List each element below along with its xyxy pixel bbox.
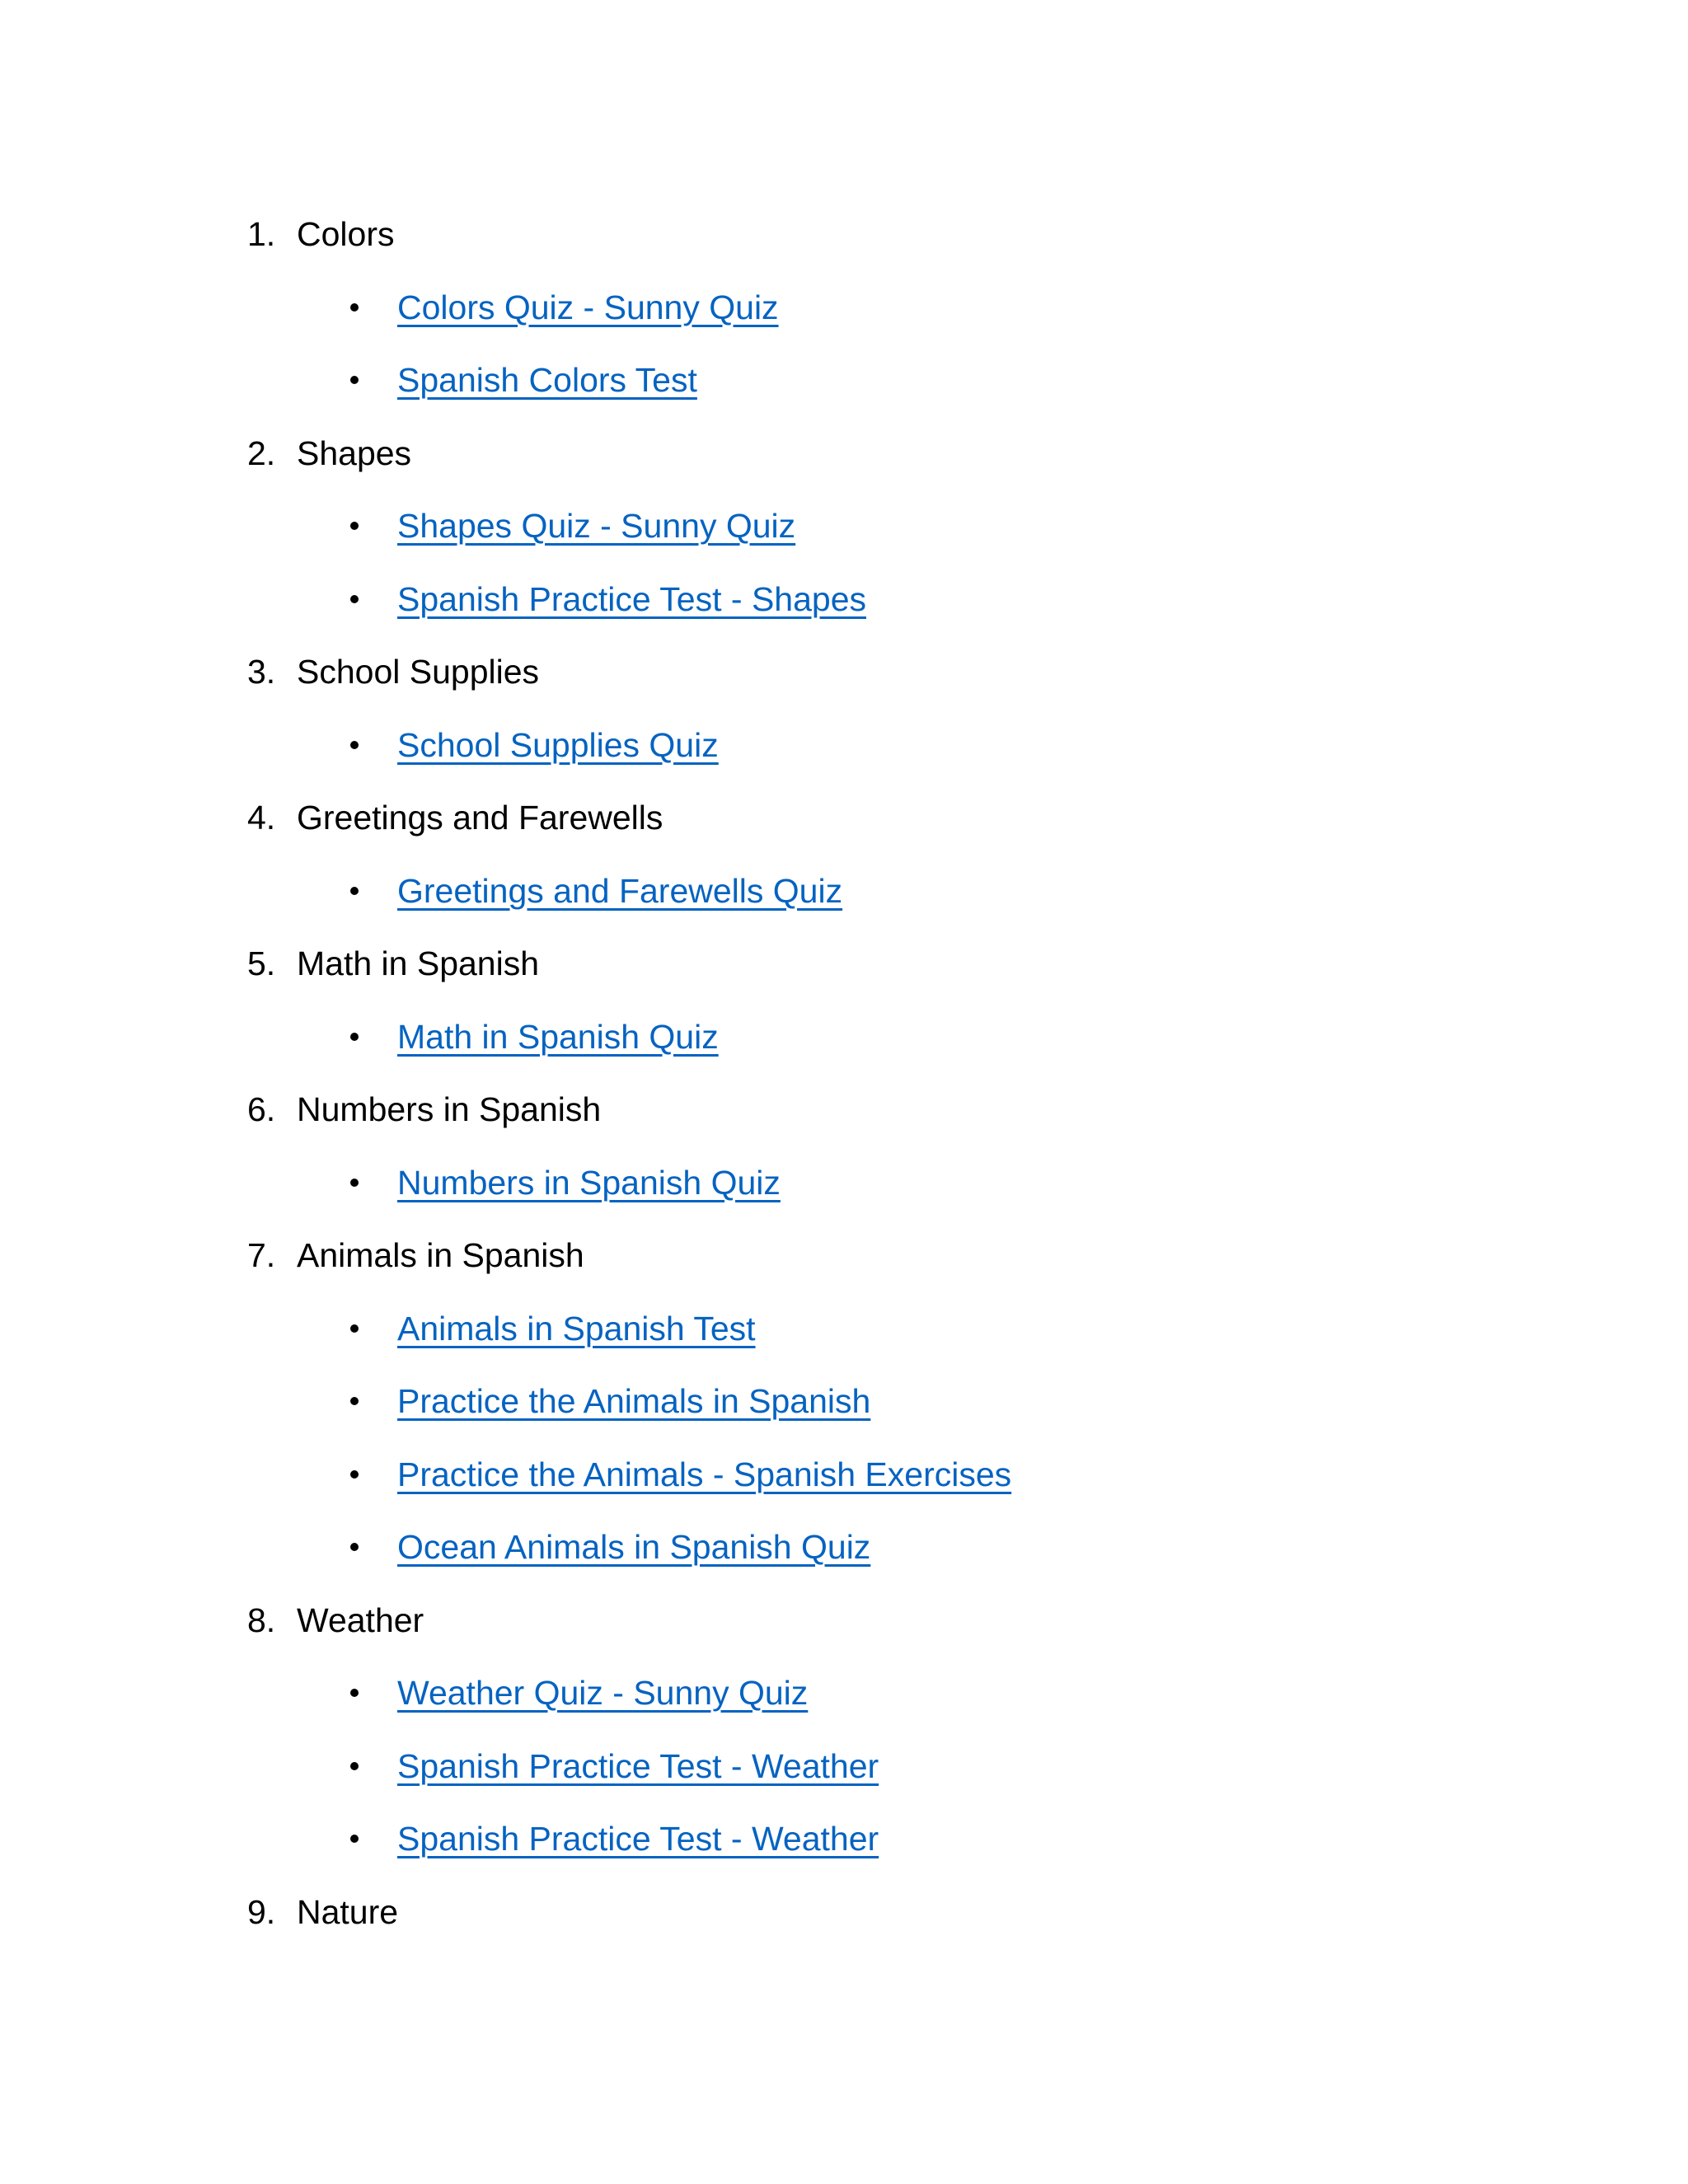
topic-title: Greetings and Farewells	[297, 799, 663, 837]
link-list	[247, 855, 1566, 928]
link-list-item	[247, 271, 1566, 344]
topic-heading	[247, 1219, 1566, 1292]
quiz-link[interactable]: Weather Quiz - Sunny Quiz	[397, 1674, 809, 1712]
quiz-link[interactable]: Shapes Quiz - Sunny Quiz	[397, 507, 796, 545]
topic-number: 9.	[247, 1892, 276, 1931]
quiz-link[interactable]: Practice the Animals - Spanish Exercises	[397, 1455, 1012, 1493]
quiz-link[interactable]: Math in Spanish Quiz	[397, 1017, 719, 1056]
quiz-link[interactable]: Practice the Animals in Spanish	[397, 1382, 871, 1420]
topic-heading	[247, 781, 1566, 855]
topic-heading	[247, 1584, 1566, 1657]
topic-number: 8.	[247, 1601, 276, 1639]
topic-title: Shapes	[297, 434, 412, 472]
bullet-icon	[350, 1689, 359, 1697]
link-list-item	[247, 1146, 1566, 1220]
link-list-item	[247, 563, 1566, 636]
topic-item	[247, 198, 1566, 417]
topic-title: Weather	[297, 1601, 424, 1639]
quiz-link[interactable]: Spanish Colors Test	[397, 361, 697, 399]
topic-heading	[247, 927, 1566, 1001]
link-list	[247, 1001, 1566, 1074]
link-list-item	[247, 709, 1566, 782]
topic-heading	[247, 635, 1566, 709]
quiz-link[interactable]: Colors Quiz - Sunny Quiz	[397, 288, 779, 326]
bullet-icon	[350, 1762, 359, 1770]
link-list-item	[247, 1657, 1566, 1730]
topic-item	[247, 1073, 1566, 1219]
topic-item	[247, 1584, 1566, 1876]
link-list	[247, 1292, 1566, 1584]
topic-item	[247, 1219, 1566, 1584]
topic-title: Animals in Spanish	[297, 1236, 584, 1274]
link-list	[247, 490, 1566, 635]
topic-number: 2.	[247, 434, 276, 472]
topic-title: Numbers in Spanish	[297, 1090, 602, 1128]
bullet-icon	[350, 1543, 359, 1551]
bullet-icon	[350, 1179, 359, 1187]
bullet-icon	[350, 522, 359, 530]
topic-number: 5.	[247, 944, 276, 982]
topic-heading	[247, 1876, 1566, 1949]
link-list-item	[247, 1438, 1566, 1511]
topic-heading	[247, 417, 1566, 490]
topic-item	[247, 781, 1566, 927]
link-list	[247, 1146, 1566, 1220]
link-list	[247, 709, 1566, 782]
topic-item	[247, 417, 1566, 636]
link-list-item	[247, 490, 1566, 563]
topic-number: 6.	[247, 1090, 276, 1128]
link-list-item	[247, 1001, 1566, 1074]
topic-number: 3.	[247, 653, 276, 691]
topic-list	[247, 198, 1566, 1948]
topic-item	[247, 1876, 1566, 1949]
quiz-link[interactable]: Ocean Animals in Spanish Quiz	[397, 1528, 871, 1566]
bullet-icon	[350, 1397, 359, 1405]
link-list	[247, 1657, 1566, 1876]
link-list-item	[247, 1730, 1566, 1803]
topic-title: Colors	[297, 215, 395, 253]
bullet-icon	[350, 595, 359, 603]
topic-item	[247, 927, 1566, 1073]
bullet-icon	[350, 887, 359, 895]
quiz-link[interactable]: Spanish Practice Test - Weather	[397, 1820, 879, 1858]
topic-number: 1.	[247, 215, 276, 253]
bullet-icon	[350, 1470, 359, 1479]
link-list	[247, 271, 1566, 417]
topic-item	[247, 635, 1566, 781]
topic-title: Nature	[297, 1892, 399, 1931]
link-list-item	[247, 855, 1566, 928]
bullet-icon	[350, 303, 359, 312]
quiz-link[interactable]: Numbers in Spanish Quiz	[397, 1163, 781, 1202]
topic-title: Math in Spanish	[297, 944, 540, 982]
bullet-icon	[350, 376, 359, 384]
link-list-item	[247, 1511, 1566, 1584]
link-list-item	[247, 1365, 1566, 1438]
topic-title: School Supplies	[297, 653, 540, 691]
quiz-link[interactable]: Greetings and Farewells Quiz	[397, 871, 843, 910]
topic-heading	[247, 198, 1566, 271]
quiz-link[interactable]: Spanish Practice Test - Weather	[397, 1746, 879, 1785]
bullet-icon	[350, 1324, 359, 1333]
link-list-item	[247, 1292, 1566, 1366]
quiz-link[interactable]: Animals in Spanish Test	[397, 1309, 756, 1347]
link-list-item	[247, 344, 1566, 417]
topic-number: 4.	[247, 799, 276, 837]
bullet-icon	[350, 1033, 359, 1041]
bullet-icon	[350, 741, 359, 749]
quiz-link[interactable]: School Supplies Quiz	[397, 725, 719, 764]
link-list-item	[247, 1802, 1566, 1876]
topic-number: 7.	[247, 1236, 276, 1274]
bullet-icon	[350, 1835, 359, 1843]
quiz-link[interactable]: Spanish Practice Test - Shapes	[397, 579, 866, 618]
topic-heading	[247, 1073, 1566, 1146]
